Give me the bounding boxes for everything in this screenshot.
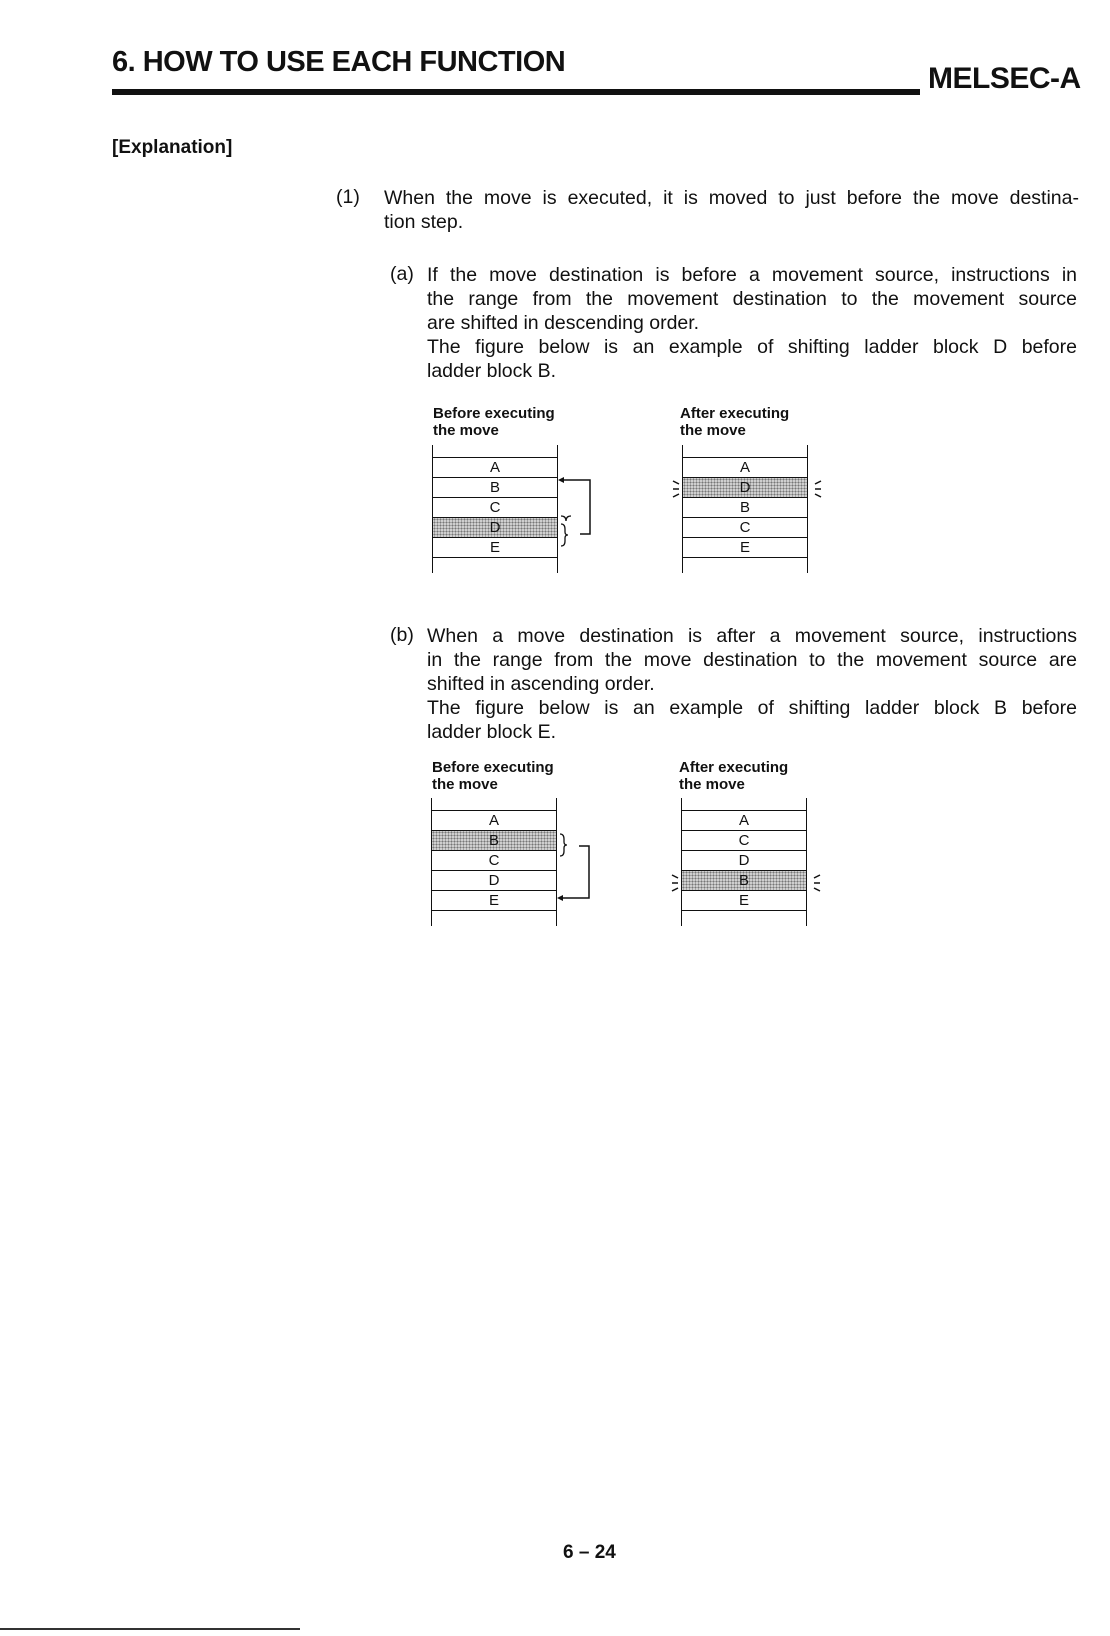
sub-item-marker: (b)	[390, 624, 414, 646]
ladder-block: A	[682, 457, 808, 477]
ladder-diagram-before-b	[431, 798, 557, 926]
ladder-block: C	[431, 850, 557, 870]
ladder-block: E	[431, 890, 557, 911]
ladder-block: C	[432, 497, 558, 517]
ladder-rail	[432, 445, 558, 457]
ladder-block: E	[682, 537, 808, 558]
label-line: After executing	[680, 405, 790, 422]
ladder-block: E	[432, 537, 558, 558]
ladder-block-moved: B	[431, 830, 557, 850]
highlight-marker-right-icon	[811, 872, 823, 896]
footer-rule	[0, 1628, 300, 1630]
sub-item-marker: (a)	[390, 263, 414, 285]
text-line: tion step.	[384, 211, 464, 233]
ladder-block: A	[432, 457, 558, 477]
text-line: ladder block B.	[427, 360, 556, 382]
item-number: (1)	[336, 186, 360, 208]
ladder-block: C	[682, 517, 808, 537]
ladder-rail	[682, 445, 808, 457]
text-line: the range from the movement destination to the movement source	[427, 288, 1077, 310]
header-rule	[112, 89, 920, 95]
ladder-rail	[682, 558, 808, 573]
ladder-block: A	[681, 810, 807, 830]
ladder-block: A	[431, 810, 557, 830]
ladder-block: D	[431, 870, 557, 890]
ladder-block-moved: D	[432, 517, 558, 537]
ladder-rail	[431, 911, 557, 926]
label-line: After executing	[679, 759, 789, 776]
text-line: are shifted in descending order.	[427, 312, 700, 334]
ladder-block: D	[681, 850, 807, 870]
ladder-diagram-after-b	[681, 798, 807, 926]
ladder-block: B	[432, 477, 558, 497]
label-line: the move	[679, 776, 745, 793]
text-line: The figure below is an example of shifting ladder block D before	[427, 336, 1077, 358]
label-line: the move	[433, 422, 499, 439]
chapter-title: 6. HOW TO USE EACH FUNCTION	[112, 46, 566, 78]
ladder-rail	[681, 911, 807, 926]
text-line: If the move destination is before a movement source, instructions in	[427, 264, 1077, 286]
ladder-block: C	[681, 830, 807, 850]
ladder-rail	[431, 798, 557, 810]
text-line: shifted in ascending order.	[427, 673, 655, 695]
text-line: in the range from the move destination to the movement source are	[427, 649, 1077, 671]
label-line: Before executing	[433, 405, 555, 422]
label-line: the move	[680, 422, 746, 439]
section-label: [Explanation]	[112, 137, 233, 158]
highlight-marker-left-icon	[669, 872, 681, 896]
sub-item-b-text	[427, 624, 1077, 744]
move-arrow-b	[557, 836, 607, 906]
brand-logo: MELSEC-A	[928, 62, 1081, 95]
item-1-text	[384, 186, 1079, 234]
highlight-marker-right-icon	[812, 478, 824, 502]
ladder-block-moved: D	[682, 477, 808, 497]
figure-a-after-label	[680, 405, 789, 439]
ladder-diagram-before-a	[432, 445, 558, 573]
text-line: When the move is executed, it is moved to just before the move destina-	[384, 187, 1079, 209]
ladder-rail	[681, 798, 807, 810]
highlight-marker-left-icon	[670, 478, 682, 502]
ladder-block: B	[682, 497, 808, 517]
ladder-block: E	[681, 890, 807, 911]
ladder-block-moved: B	[681, 870, 807, 890]
sub-item-a-text	[427, 263, 1077, 383]
label-line: the move	[432, 776, 498, 793]
page-number: 6 – 24	[563, 1542, 616, 1563]
text-line: When a move destination is after a movement source, instructions	[427, 625, 1077, 647]
figure-a-before-label	[433, 405, 555, 439]
text-line: ladder block E.	[427, 721, 556, 743]
label-line: Before executing	[432, 759, 554, 776]
ladder-diagram-after-a	[682, 445, 808, 573]
brace-icon	[559, 522, 569, 548]
figure-b-after-label	[679, 759, 788, 793]
figure-b-before-label	[432, 759, 554, 793]
text-line: The figure below is an example of shifting ladder block B before	[427, 697, 1077, 719]
ladder-rail	[432, 558, 558, 573]
